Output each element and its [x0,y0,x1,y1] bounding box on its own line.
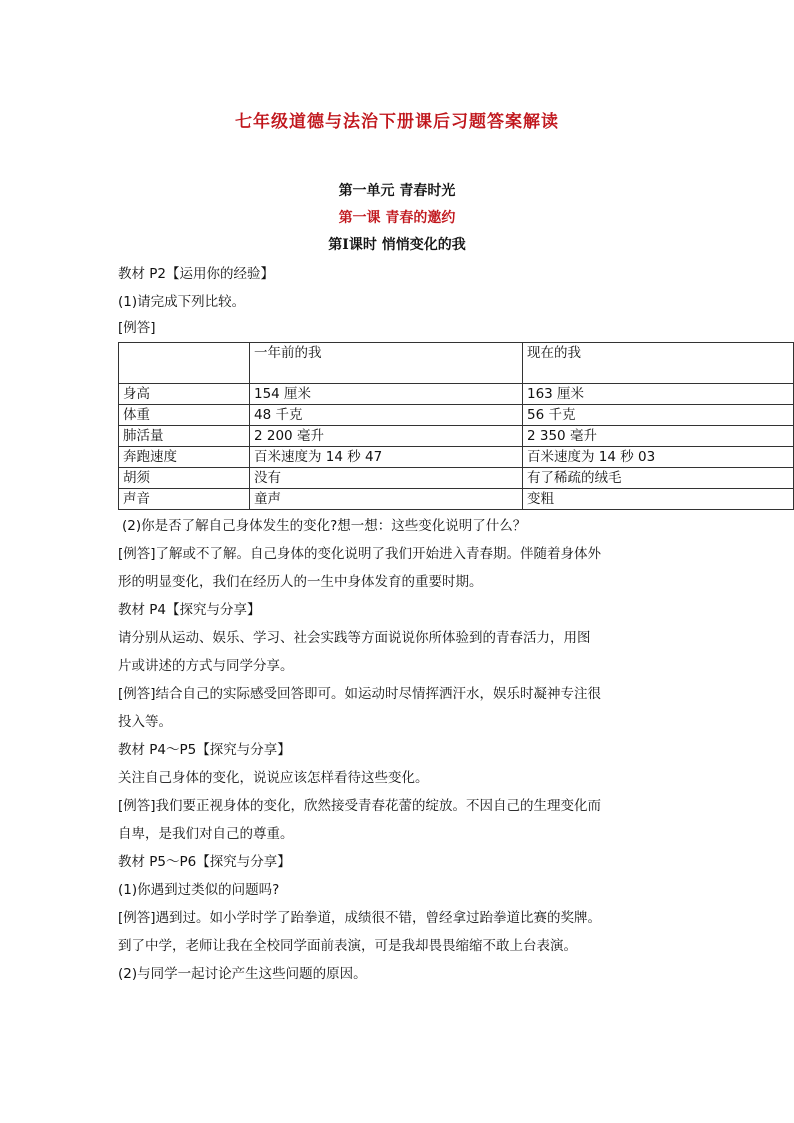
section1-answer2-line2: 形的明显变化，我们在经历人的一生中身体发育的重要时期。 [118,574,483,590]
section3-answer-line1: [例答]我们要正视身体的变化，欣然接受青春花蕾的绽放。不因自己的生理变化而 [118,798,602,814]
section4-question2: (2)与同学一起讨论产生这些问题的原因。 [118,966,367,982]
table-cell: 奔跑速度 [119,447,250,468]
period-heading: 第Ⅰ课时 悄悄变化的我 [328,237,466,253]
section4-reference: 教材 P5～P6【探究与分享】 [118,854,291,870]
table-header-row [119,343,794,384]
table-cell: 百米速度为 14 秒 47 [250,447,523,468]
table-header-cell: 现在的我 [523,343,794,384]
table-cell: 2 350 毫升 [523,426,794,447]
unit-heading: 第一单元 青春时光 [338,183,456,199]
document-title: 七年级道德与法治下册课后习题答案解读 [235,112,559,132]
table-row [119,405,794,426]
section4-answer1-line2: 到了中学，老师让我在全校同学面前表演，可是我却畏畏缩缩不敢上台表演。 [118,938,577,954]
section2-reference: 教材 P4【探究与分享】 [118,602,261,618]
table-cell: 变粗 [523,489,794,510]
table-header-cell [119,343,250,384]
table-cell: 肺活量 [119,426,250,447]
table-cell: 声音 [119,489,250,510]
table-cell: 没有 [250,468,523,489]
section1-question2: (2)你是否了解自己身体发生的变化?想一想：这些变化说明了什么？ [122,518,527,534]
table-cell: 身高 [119,384,250,405]
table-row [119,468,794,489]
section2-answer-line1: [例答]结合自己的实际感受回答即可。如运动时尽情挥洒汗水，娱乐时凝神专注很 [118,686,602,702]
table-header-cell: 一年前的我 [250,343,523,384]
table-row [119,426,794,447]
table-cell: 154 厘米 [250,384,523,405]
table-cell: 童声 [250,489,523,510]
table-cell: 56 千克 [523,405,794,426]
table-cell: 48 千克 [250,405,523,426]
section2-question-line2: 片或讲述的方式与同学分享。 [118,658,294,674]
section1-question1: (1)请完成下列比较。 [118,294,246,310]
table-row [119,384,794,405]
section1-answer2-line1: [例答]了解或不了解。自己身体的变化说明了我们开始进入青春期。伴随着身体外 [118,546,602,562]
table-cell: 有了稀疏的绒毛 [523,468,794,489]
lesson-heading: 第一课 青春的邀约 [338,210,456,226]
document-body [118,260,788,988]
table-cell: 163 厘米 [523,384,794,405]
table-cell: 2 200 毫升 [250,426,523,447]
section3-reference: 教材 P4～P5【探究与分享】 [118,742,291,758]
section2-question-line1: 请分别从运动、娱乐、学习、社会实践等方面说说你所体验到的青春活力，用图 [118,630,591,646]
section4-answer1-line1: [例答]遇到过。如小学时学了跆拳道，成绩很不错，曾经拿过跆拳道比赛的奖牌。 [118,910,602,926]
table-row [119,447,794,468]
section3-answer-line2: 自卑，是我们对自己的尊重。 [118,826,294,842]
table-cell: 体重 [119,405,250,426]
section4-question1: (1)你遇到过类似的问题吗? [118,882,280,898]
section2-answer-line2: 投入等。 [118,714,172,730]
section1-reference: 教材 P2【运用你的经验】 [118,266,275,282]
table-cell: 胡须 [119,468,250,489]
comparison-table [118,342,794,510]
section1-answer-label: [例答] [118,320,156,336]
table-cell: 百米速度为 14 秒 03 [523,447,794,468]
table-row [119,489,794,510]
section3-question: 关注自己身体的变化，说说应该怎样看待这些变化。 [118,770,429,786]
